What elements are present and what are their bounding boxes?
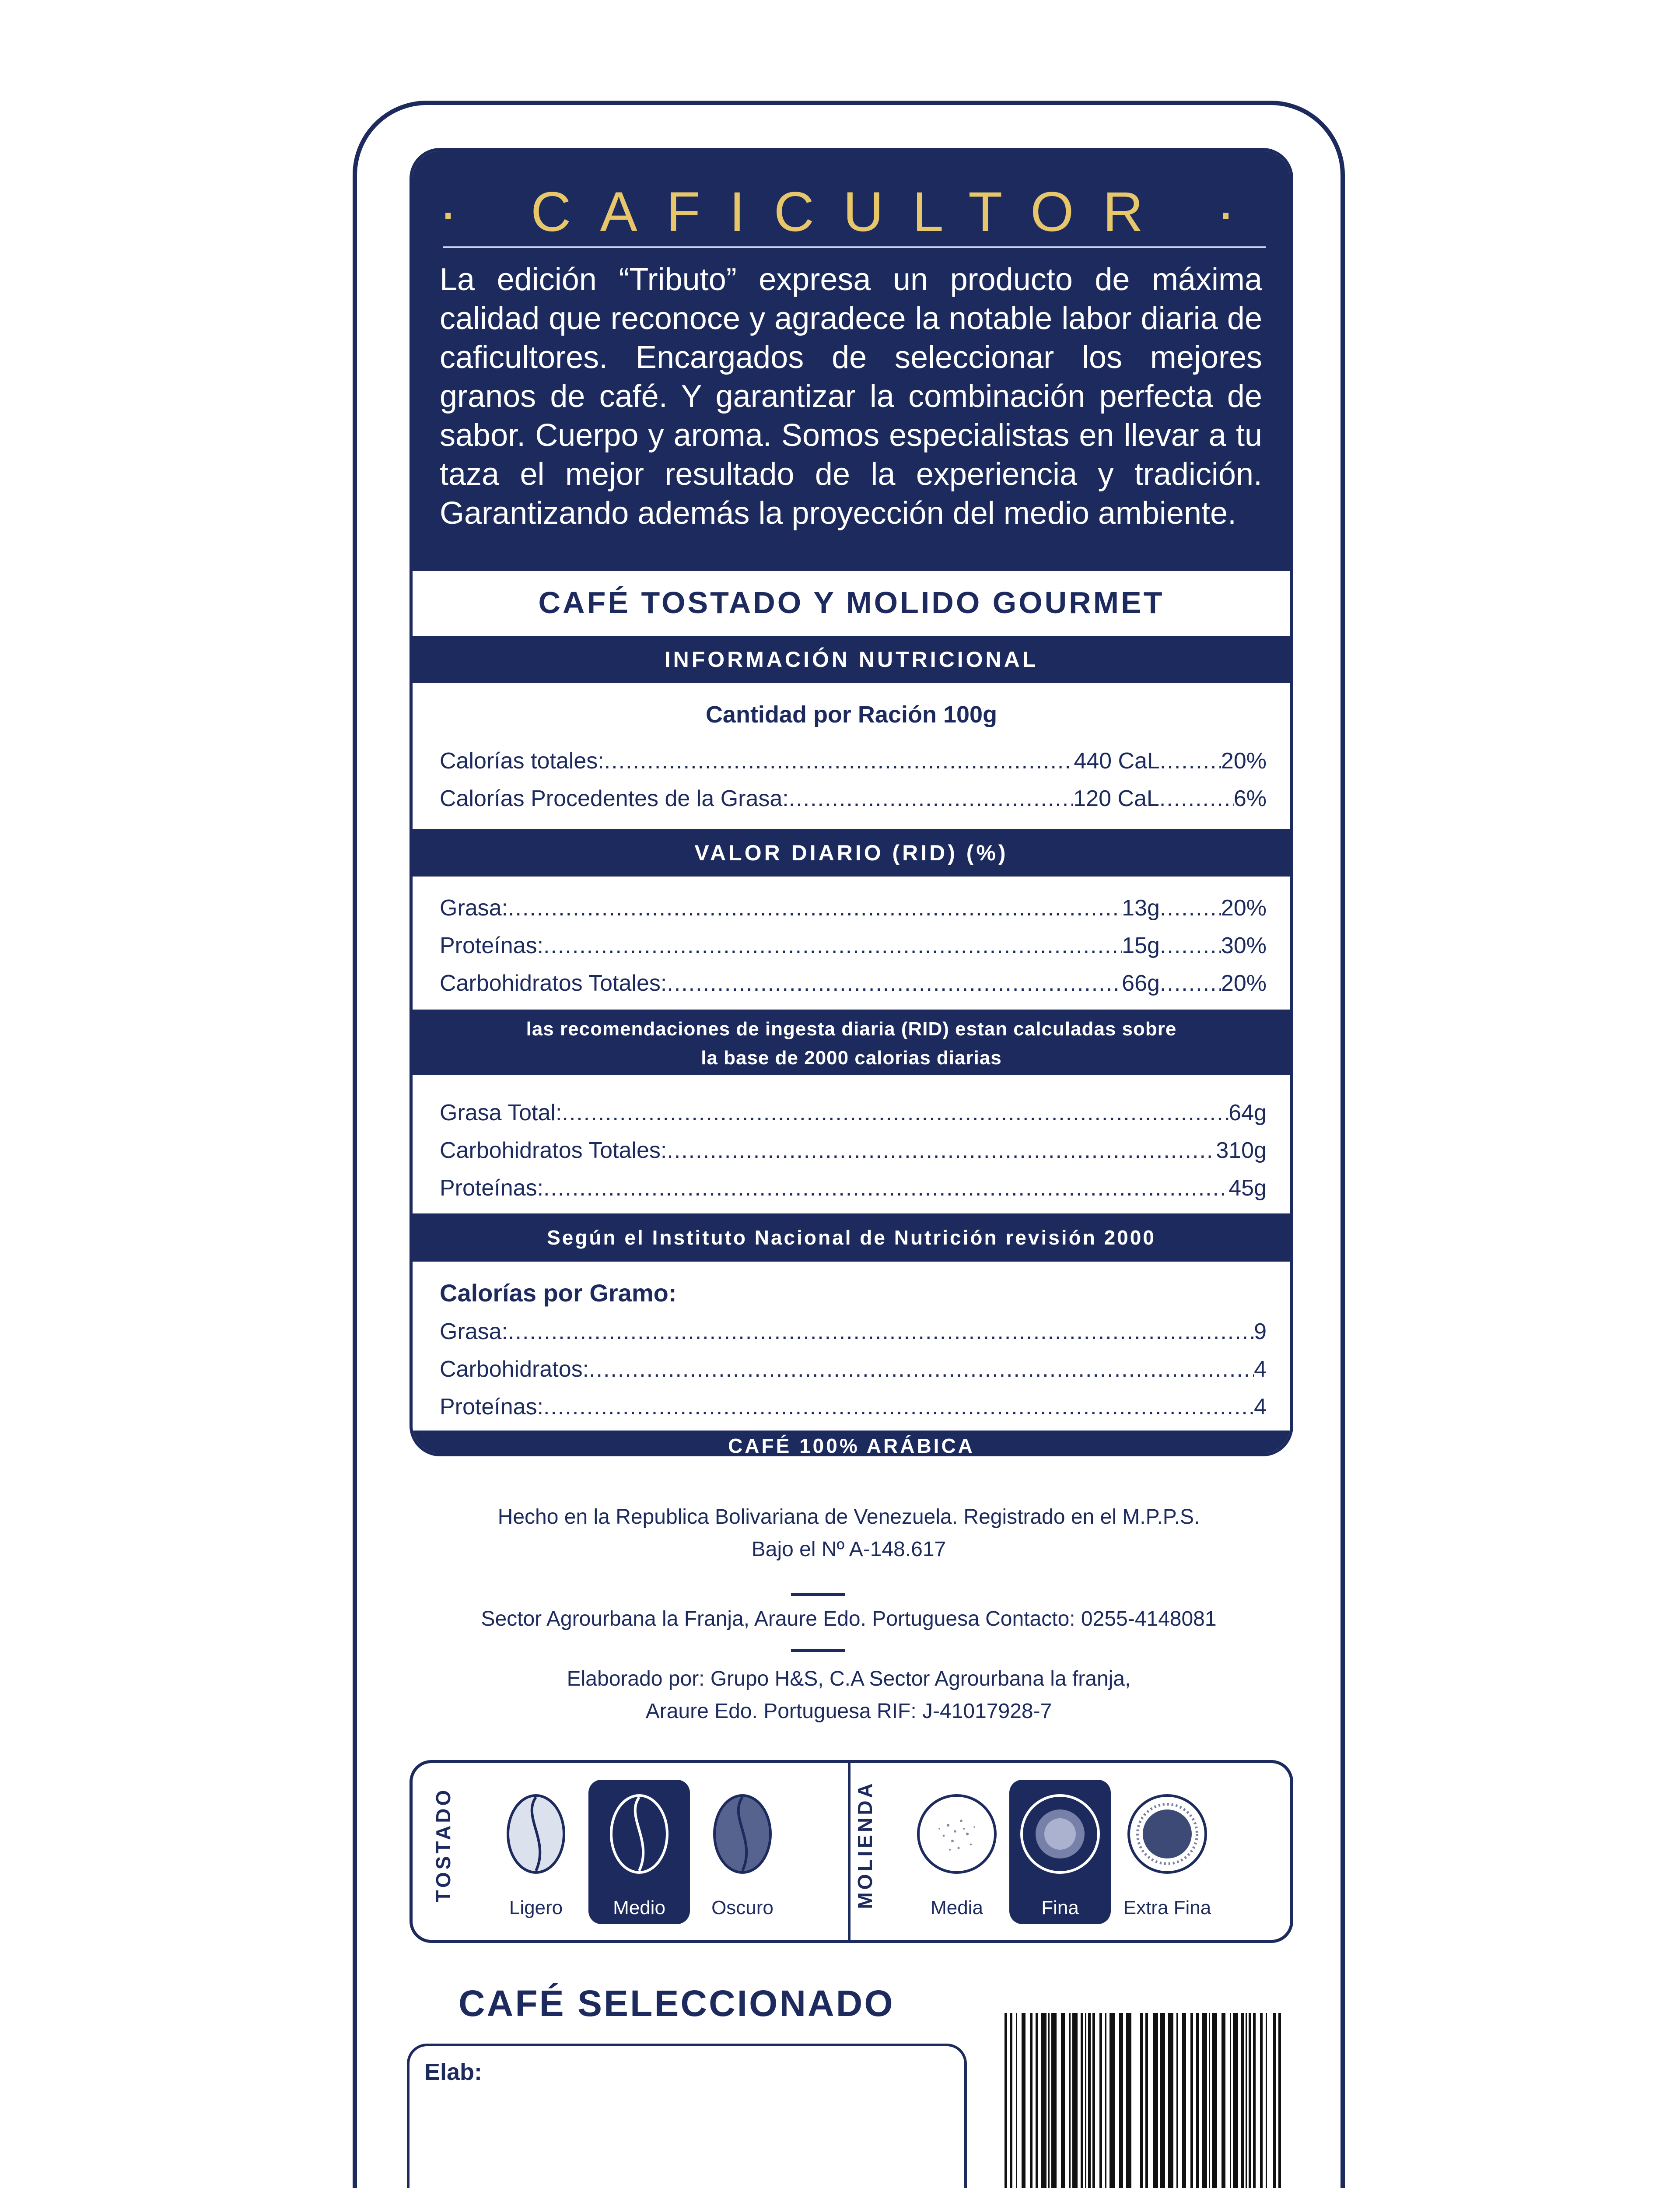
info-panel xyxy=(410,148,1293,1456)
barcode-bar xyxy=(1196,2013,1199,2188)
barcode-bar xyxy=(1119,2013,1123,2188)
barcode-bar xyxy=(1153,2013,1158,2188)
barcode-bar xyxy=(1260,2013,1263,2188)
barcode-bar xyxy=(1030,2013,1032,2188)
serving-size: Cantidad por Ración 100g xyxy=(705,701,998,728)
per-gram-row: Proteínas: ..... 4 xyxy=(440,1389,1267,1424)
barcode-bar xyxy=(1072,2013,1078,2188)
barcode-bar xyxy=(1085,2013,1086,2188)
barcode-bar xyxy=(1212,2013,1217,2188)
barcode-bar xyxy=(1036,2013,1038,2188)
nutrition-section-title: INFORMACIÓN NUTRICIONAL xyxy=(413,636,1290,683)
roast-label: TOSTADO xyxy=(432,1787,455,1903)
barcode-bar xyxy=(1126,2013,1131,2188)
coffee-bean-icon xyxy=(595,1790,683,1878)
barcode-bar xyxy=(1016,2013,1017,2188)
selected-coffee-title: CAFÉ SELECCIONADO xyxy=(458,1983,895,2024)
barcode-bar xyxy=(1168,2013,1173,2188)
brand-title: · CAFICULTOR · xyxy=(438,181,1264,243)
daily-row: Carbohidratos Totales: ..... 66g ..... 20% xyxy=(440,966,1267,1001)
barcode-bar xyxy=(1230,2013,1231,2188)
barcode-bar xyxy=(1233,2013,1238,2188)
per-gram-row: Carbohidratos: ..... 4 xyxy=(440,1352,1267,1387)
coffee-bean-icon xyxy=(492,1790,580,1878)
grind-option-fine[interactable]: Fina xyxy=(1009,1780,1111,1924)
registration-text: Hecho en la Republica Bolivariana de Venezuela. Registrado en el M.P.P.S. Bajo el Nº A-148.617 xyxy=(497,1505,1200,1561)
elaboration-box xyxy=(407,2044,967,2188)
barcode-bar xyxy=(1110,2013,1115,2188)
barcode-bar xyxy=(1246,2013,1247,2188)
barcode-bar xyxy=(1069,2013,1071,2188)
grind-option-extra-fine[interactable]: Extra Fina xyxy=(1113,1780,1222,1924)
grind-label: MOLIENDA xyxy=(854,1781,876,1909)
barcode-bar xyxy=(1092,2013,1095,2188)
barcode-bar xyxy=(1081,2013,1083,2188)
grind-extra-fine-icon xyxy=(1124,1790,1211,1878)
roast-option-light[interactable]: Ligero xyxy=(485,1780,587,1924)
barcode-bar xyxy=(1266,2013,1267,2188)
barcode-bar xyxy=(1249,2013,1251,2188)
divider xyxy=(791,1593,845,1596)
barcode-bar xyxy=(1253,2013,1256,2188)
daily-row: Proteínas: ..... 15g ..... 30% xyxy=(440,928,1267,963)
barcode-bar xyxy=(1022,2013,1026,2188)
barcode-bar xyxy=(1105,2013,1106,2188)
daily-row: Grasa: ..... 13g ..... 20% xyxy=(440,891,1267,926)
product-title: CAFÉ TOSTADO Y MOLIDO GOURMET xyxy=(538,586,1165,620)
barcode-bar xyxy=(1182,2013,1186,2188)
roast-option-medium[interactable]: Medio xyxy=(588,1780,690,1924)
barcode-bar xyxy=(1051,2013,1057,2188)
maker-text: Elaborado por: Grupo H&S, C.A Sector Agrourbana la franja, Araure Edo. Portuguesa RIF: J-41017928-7 xyxy=(567,1667,1131,1723)
roast-grind-selector xyxy=(410,1760,1293,1943)
grind-fine-icon xyxy=(1016,1790,1104,1878)
per-gram-title: Calorías por Gramo: xyxy=(440,1279,677,1307)
total-row: Carbohidratos Totales: ..... 310g xyxy=(440,1133,1267,1168)
barcode-bar xyxy=(1176,2013,1178,2188)
arabica-footer: CAFÉ 100% ARÁBICA xyxy=(413,1431,1290,1456)
per-gram-row: Grasa: ..... 9 xyxy=(440,1314,1267,1349)
divider xyxy=(791,1649,845,1652)
barcode-bar xyxy=(1061,2013,1065,2188)
total-row: Proteínas: ..... 45g xyxy=(440,1171,1267,1206)
barcode-bar xyxy=(1088,2013,1091,2188)
total-row: Grasa Total: ..... 64g xyxy=(440,1095,1267,1130)
calorie-row: Calorías Procedentes de la Grasa: ..... 120 CaL ..... 6% xyxy=(440,781,1267,816)
barcode-bar xyxy=(1190,2013,1193,2188)
barcode-bar xyxy=(1241,2013,1244,2188)
elab-label: Elab: xyxy=(424,2059,483,2085)
daily-value-title: VALOR DIARIO (RID) (%) xyxy=(413,829,1290,877)
brand-divider xyxy=(443,246,1266,248)
barcode-bar xyxy=(1048,2013,1050,2188)
calorie-row: Calorías totales: ..... 440 CaL ..... 20% xyxy=(440,743,1267,778)
coffee-bean-icon xyxy=(699,1790,786,1878)
grind-option-medium[interactable]: Media xyxy=(906,1780,1008,1924)
selector-divider xyxy=(848,1763,850,1940)
barcode-bar xyxy=(1202,2013,1207,2188)
grind-coarse-icon xyxy=(913,1790,1001,1878)
barcode xyxy=(1002,2013,1282,2188)
roast-option-dark[interactable]: Oscuro xyxy=(692,1780,793,1924)
intro-section xyxy=(413,151,1290,571)
barcode-bar xyxy=(1099,2013,1102,2188)
nutrition-source: Según el Instituto Nacional de Nutrición revisión 2000 xyxy=(413,1213,1290,1262)
address-text: Sector Agrourbana la Franja, Araure Edo. Portuguesa Contacto: 0255-4148081 xyxy=(481,1607,1217,1630)
barcode-bar xyxy=(1209,2013,1210,2188)
intro-text: La edición “Tributo” expresa un producto de máxima calidad que reconoce y agradece la notable labor diaria de caficultores. Encargados de seleccionar los mejores granos de café. Y garantizar la combinación perfecta de sabor. Cuerpo y aroma. Somos especialistas en llevar a tu taza el mejor resultado de la experiencia y tradición. Garantizando además la proyección del medio ambiente. xyxy=(440,262,1262,531)
barcode-bar xyxy=(1041,2013,1046,2188)
rid-note: las recomendaciones de ingesta diaria (RID) estan calculadas sobre la base de 2000 calorias diarias xyxy=(413,1010,1290,1075)
barcode-bar xyxy=(1160,2013,1165,2188)
barcode-bar xyxy=(1222,2013,1225,2188)
